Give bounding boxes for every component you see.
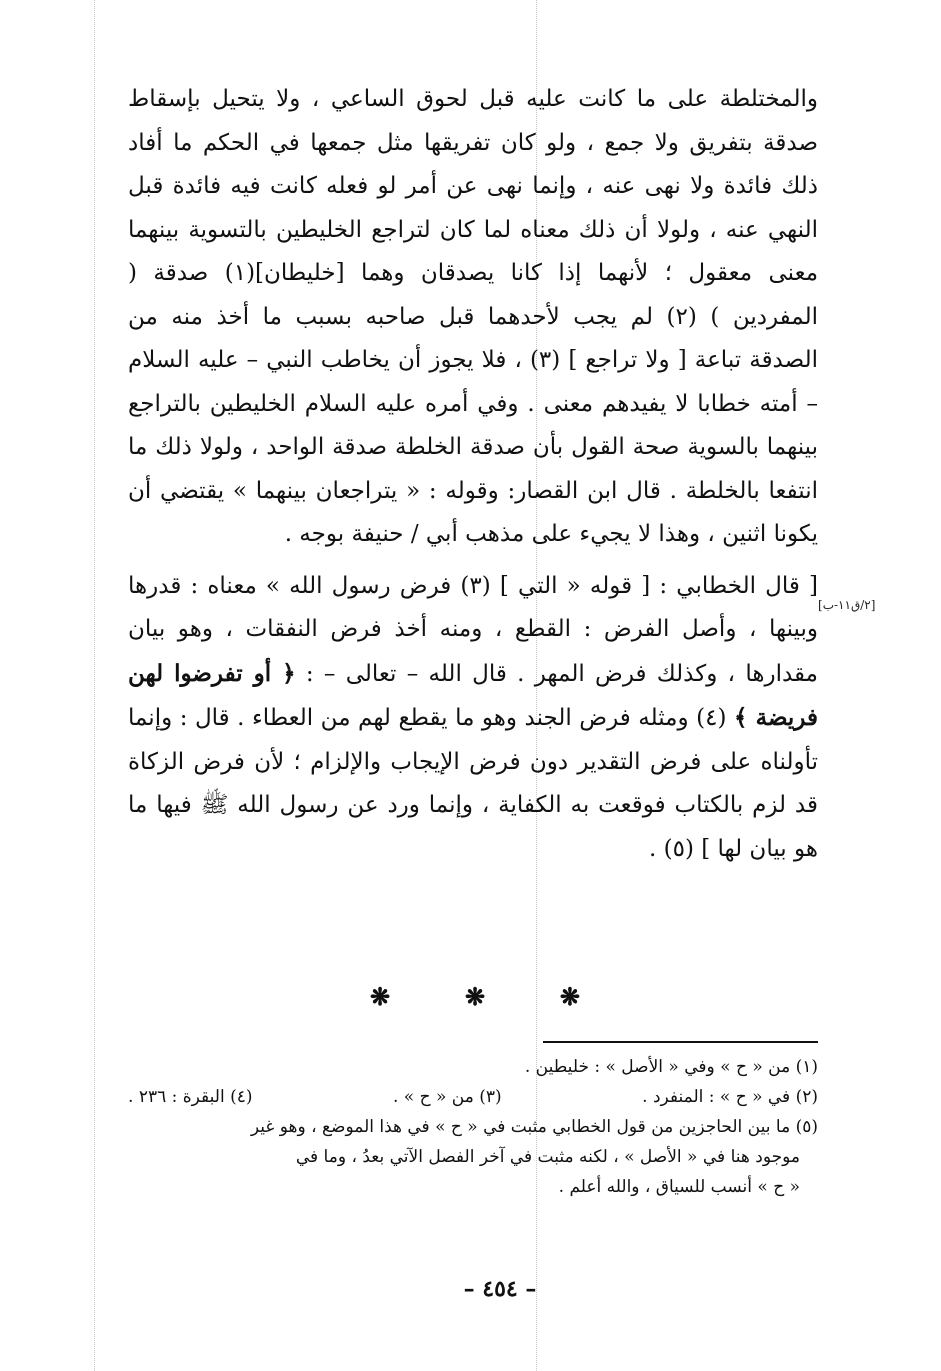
paragraph-2-start: [ قال الخطابي : [ قوله « التي ] (٣) فرض رسول الله » معناه : قدرها وبينها ، وأصل الفرض : القطع ، ومنه أخذ فرض النفقات ، وهو بيان مقدارها ، وكذلك فرض المهر . قال الله – تعالى – : [128, 572, 818, 687]
paragraph-2 [128, 565, 818, 872]
footnote-2: (٢) في « ح » : المنفرد . [642, 1087, 818, 1107]
footnote-5-cont: موجود هنا في « الأصل » ، لكنه مثبت في آخر الفصل الآتي بعدُ ، وما في [295, 1147, 800, 1167]
main-text [128, 78, 818, 871]
separator-star-icon: ❋ [370, 982, 391, 1011]
paragraph-2-end: (٤) ومثله فرض الجند وهو ما يقطع لهم من العطاء . قال : وإنما تأولناه على فرض التقدير دون فرض الإيجاب والإلزام ؛ لأن فرض الزكاة قد لزم بالكتاب فوقعت به الكفاية ، وإنما ورد عن رسول الله ﷺ فيها ما هو بيان لها ] (٥) . [128, 705, 819, 862]
footnote-4: (٤) البقرة : ٢٣٦ . [128, 1087, 253, 1107]
footnote-rule [543, 1041, 818, 1043]
footnote-row [128, 1082, 818, 1112]
paragraph-1: والمختلطة على ما كانت عليه قبل لحوق الساعي ، ولا يتحيل بإسقاط صدقة بتفريق ولا جمع ، ولو كان تفريقها مثل جمعها في الحكم ما أفاد ذلك فائدة ولا نهى عنه ، وإنما نهى عن أمر لو فعله كانت فيه فائدة قبل النهي عنه ، ولولا أن ذلك معناه لما كان لتراجع الخليطين بالتسوية بينهما معنى معقول ؛ لأنهما إذا كانا يصدقان وهما [خليطان](١) صدقة ( المفردين ) (٢) لم يجب لأحدهما قبل صاحبه بسبب ما أخذ منه من الصدقة تباعة [ ولا تراجع ] (٣) ، فلا يجوز أن يخاطب النبي – عليه السلام – أمته خطابا لا يفيدهم معنى . وفي أمره عليه السلام الخليطين بالتراجع بينهما بالسوية صحة القول بأن صدقة الخلطة صدقة الواحد ، ولولا ذلك ما انتفعا بالخلطة . قال ابن القصار: وقوله : « يتراجعان بينهما » يقتضي أن يكونا اثنين ، وهذا لا يجيء على مذهب أبي / حنيفة بوجه . [128, 86, 819, 547]
manuscript-folio-marker: [٢/ق١١-ب] [818, 598, 876, 612]
page-number: – ٤٥٤ – [463, 1276, 537, 1302]
footnote-5: (٥) ما بين الحاجزين من قول الخطابي مثبت في « ح » في هذا الموضع ، وهو غير [250, 1117, 818, 1137]
footnote-5-cont: « ح » أنسب للسياق ، والله أعلم . [558, 1177, 800, 1197]
footnote-1: (١) من « ح » وفي « الأصل » : خليطين . [524, 1057, 818, 1077]
footnotes [128, 1052, 818, 1202]
quran-quote: ﴿ أو تفرضوا لهن فريضة ﴾ [128, 659, 818, 731]
section-separator [370, 982, 580, 1011]
separator-star-icon: ❋ [464, 982, 486, 1011]
footnote-3: (٣) من « ح » . [392, 1087, 502, 1107]
scan-dotted-line [94, 0, 95, 1371]
separator-star-icon: ❋ [559, 982, 580, 1011]
